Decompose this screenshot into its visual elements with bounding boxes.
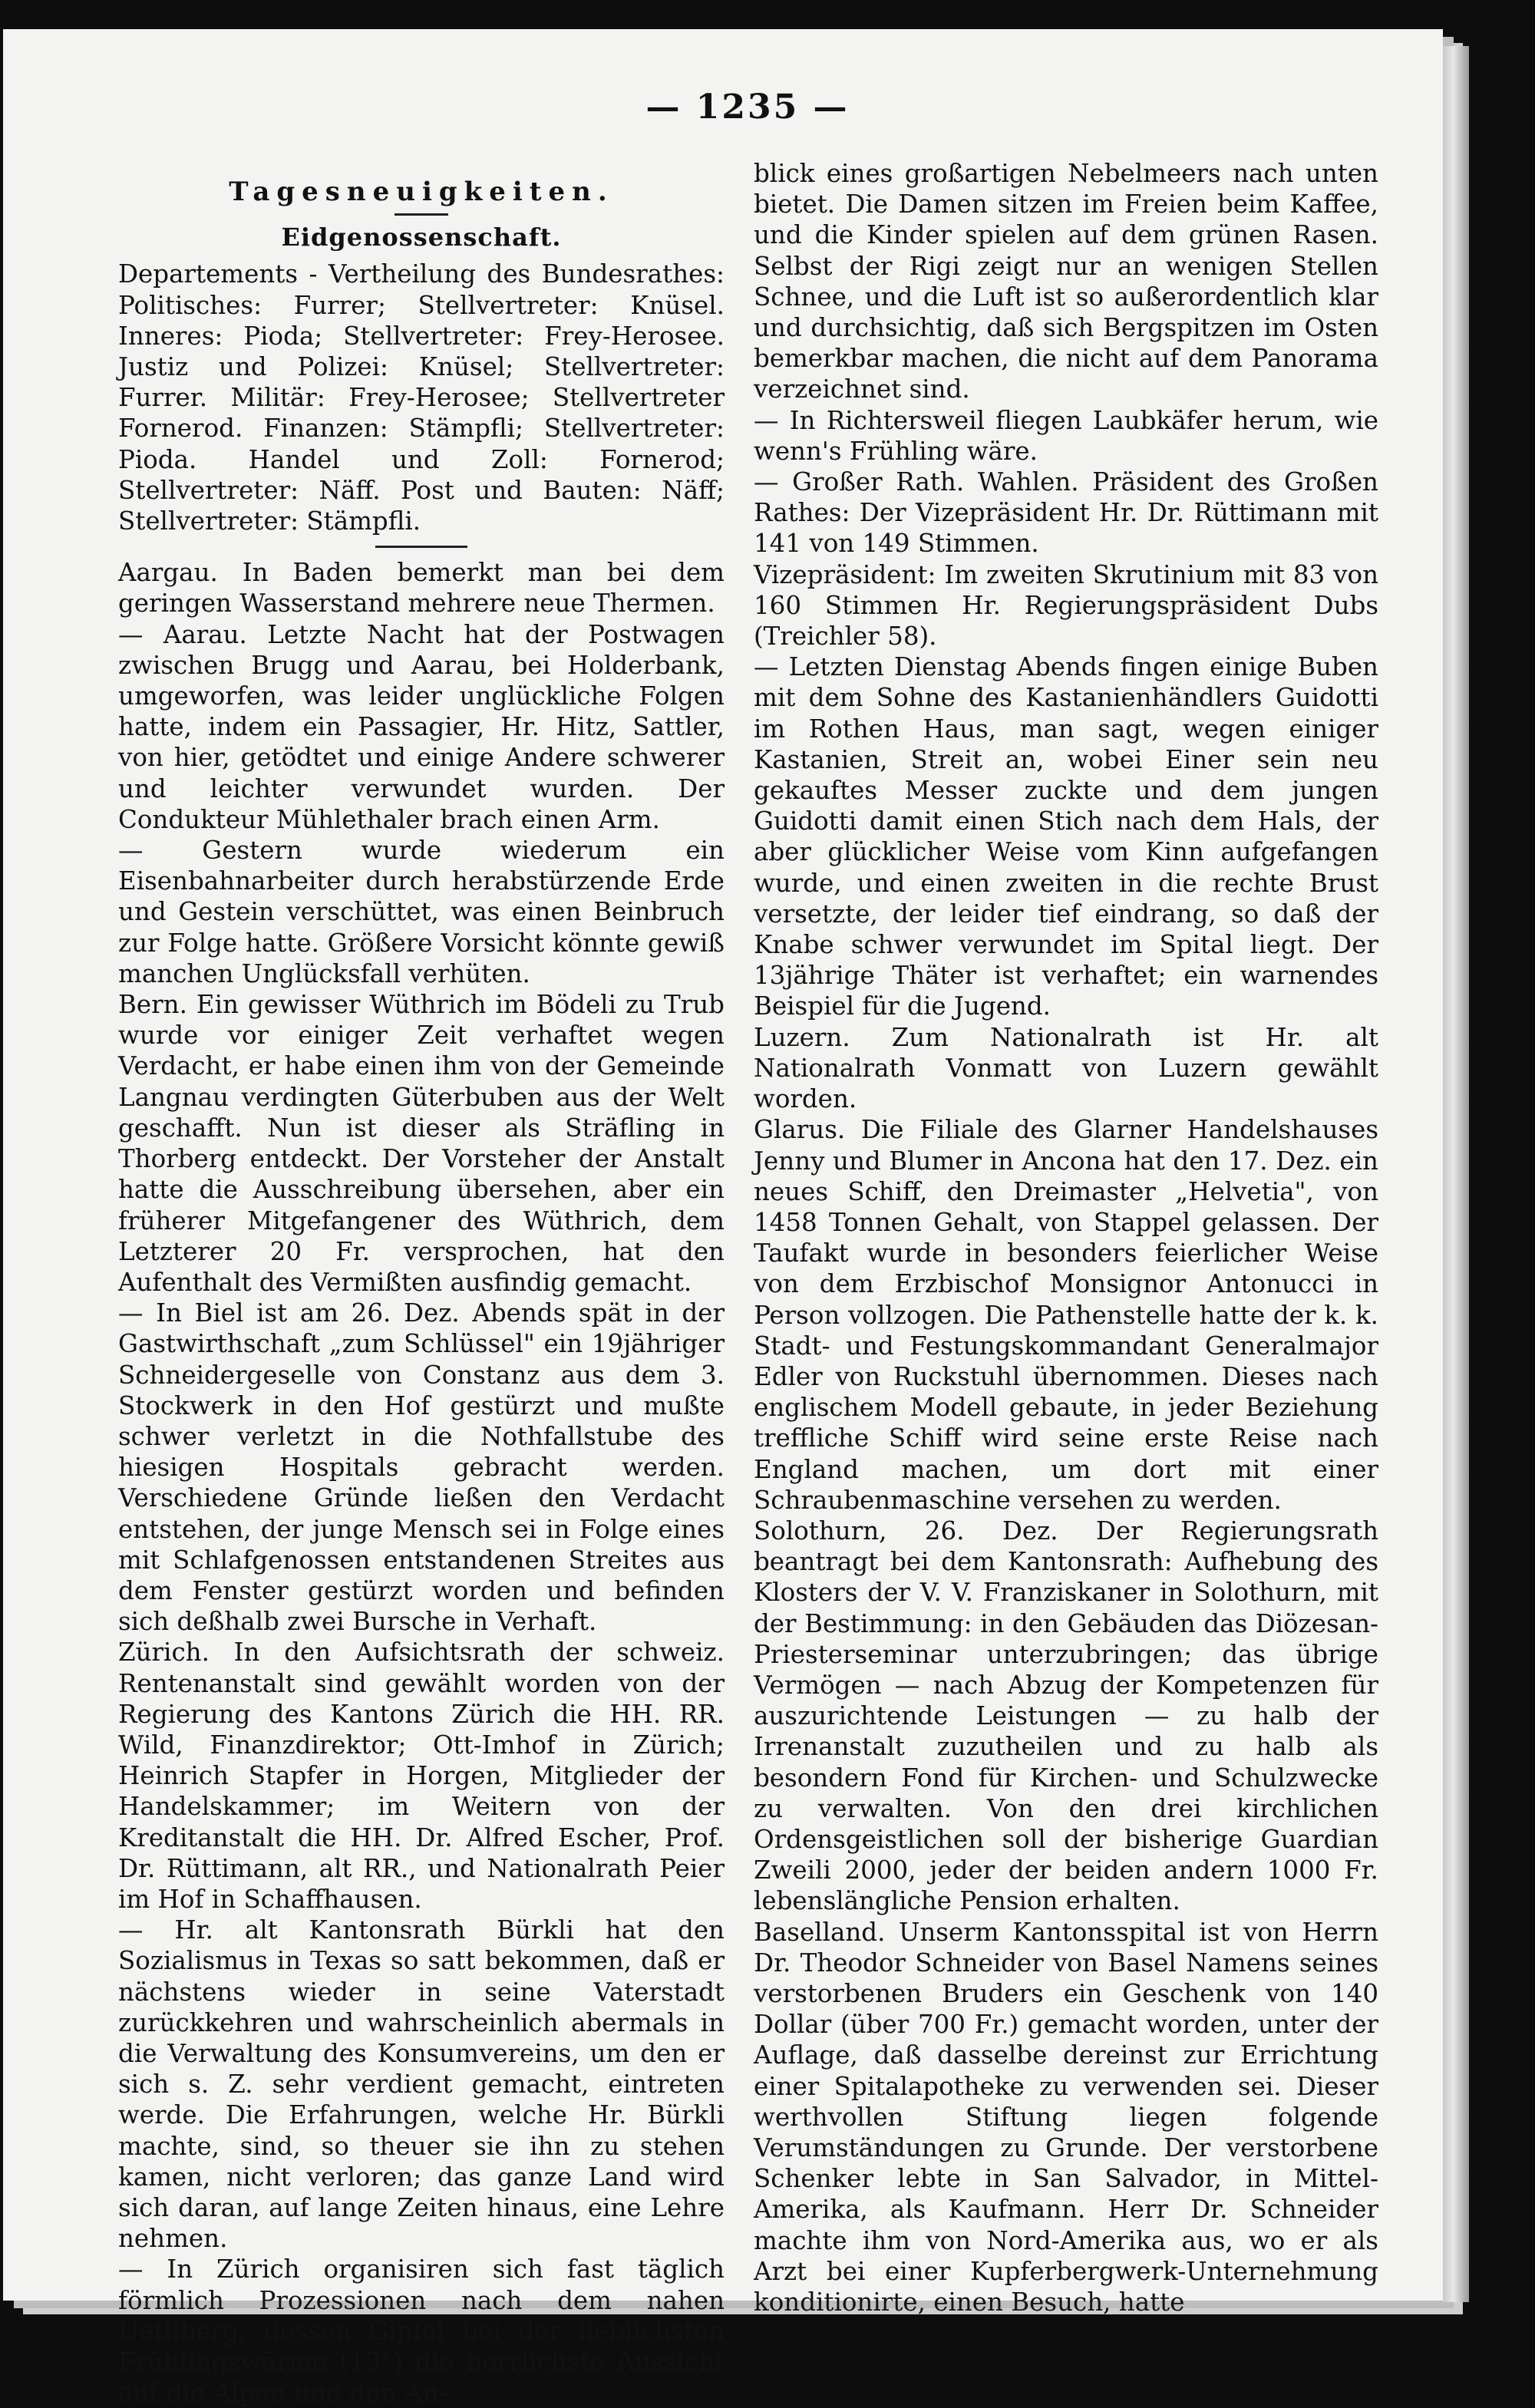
article-paragraph: blick eines großartigen Nebelmeers nach unten bietet. Die Damen sitzen im Freien beim Kaffee, und die Kinder spielen auf dem grünen Rasen. Selbst der Rigi zeigt nur an wenigen Stellen Schnee, und die Luft ist so außerordentlich klar und durchsichtig, daß sich Bergspitzen im Osten bemerkbar machen, die nicht auf dem Panorama verzeichnet sind. bbox=[754, 159, 1378, 404]
article-paragraph: Luzern. Zum Nationalrath ist Hr. alt Nationalrath Vonmatt von Luzern gewählt worden. bbox=[754, 1022, 1378, 1114]
right-column bbox=[754, 158, 1378, 2317]
newspaper-page bbox=[3, 29, 1443, 2408]
article-paragraph: — In Richtersweil fliegen Laubkäfer herum, wie wenn's Frühling wäre. bbox=[754, 405, 1378, 466]
article-paragraph: Departements - Vertheilung des Bundesrathes: Politisches: Furrer; Stellvertreter: Knüsel. Inneres: Pioda; Stellvertreter: Frey-Herosee. Justiz und Polizei: Knüsel; Stellvertreter: Furrer. Militär: Frey-Herosee; Stellvertreter Fornerod. Finanzen: Stämpfli; Stellvertreter: Pioda. Handel und Zoll: Fornerod; Stellvertreter: Näff. Post und Bauten: Näff; Stellvertreter: Stämpfli. bbox=[118, 259, 725, 536]
section-divider bbox=[375, 546, 467, 548]
article-paragraph: — Großer Rath. Wahlen. Präsident des Großen Rathes: Der Vizepräsident Hr. Dr. Rüttimann mit 141 von 149 Stimmen. bbox=[754, 467, 1378, 559]
article-paragraph: — In Biel ist am 26. Dez. Abends spät in der Gastwirthschaft „zum Schlüssel" ein 19jähriger Schneidergeselle von Constanz aus dem 3. Stockwerk in den Hof gestürzt und mußte schwer verletzt in die Nothfallstube des hiesigen Hospitals gebracht werden. Verschiedene Gründe ließen den Verdacht entstehen, der junge Mensch sei in Folge eines mit Schlafgenossen entstandenen Streites aus dem Fenster gestürzt worden und befinden sich deßhalb zwei Bursche in Verhaft. bbox=[118, 1298, 725, 1637]
subsection-title: Eidgenossenschaft. bbox=[281, 223, 562, 252]
title-divider bbox=[394, 213, 448, 216]
article-paragraph: — Hr. alt Kantonsrath Bürkli hat den Sozialismus in Texas so satt bekommen, daß er nächstens wieder in seine Vaterstadt zurückkehren und wahrscheinlich abermals in die Verwaltung des Konsumvereins, um den er sich s. Z. sehr verdient gemacht, eintreten werde. Die Erfahrungen, welche Hr. Bürkli machte, sind, so theuer sie ihn zu stehen kamen, nicht verloren; das ganze Land wird sich daran, auf lange Zeiten hinaus, eine Lehre nehmen. bbox=[118, 1915, 725, 2254]
article-paragraph: Solothurn, 26. Dez. Der Regierungsrath beantragt bei dem Kantonsrath: Aufhebung des Klosters der V. V. Franziskaner in Solothurn, mit der Bestimmung: in den Gebäuden das Diözesan-Priesterseminar unterzubringen; das übrige Vermögen — nach Abzug der Kompetenzen für auszurichtende Leistungen — zu halb der Irrenanstalt zuzutheilen und zu halb als besondern Fond für Kirchen- und Schulzwecke zu verwalten. Von den drei kirchlichen Ordensgeistlichen soll der bisherige Guardian Zweili 2000, jeder der beiden andern 1000 Fr. lebenslängliche Pension erhalten. bbox=[754, 1516, 1378, 1916]
article-paragraph: Vizepräsident: Im zweiten Skrutinium mit 83 von 160 Stimmen Hr. Regierungspräsident Dubs (Treichler 58). bbox=[754, 559, 1378, 651]
article-paragraph: Aargau. In Baden bemerkt man bei dem geringen Wasserstand mehrere neue Thermen. bbox=[118, 558, 725, 618]
article-paragraph: — In Zürich organisiren sich fast täglich förmlich Prozessionen nach dem nahen Uetliberg, dessen Gipfel bei der lieblichsten Frühlingswärme (13°) die herrlichste Aussicht auf die Alpen und den An- bbox=[118, 2255, 725, 2408]
page-edge bbox=[1443, 46, 1469, 2302]
section-title: Tagesneuigkeiten. bbox=[229, 176, 614, 207]
article-paragraph: — Gestern wurde wiederum ein Eisenbahnarbeiter durch herabstürzende Erde und Gestein verschüttet, was einen Beinbruch zur Folge hatte. Größere Vorsicht könnte gewiß manchen Unglücksfall verhüten. bbox=[118, 836, 725, 988]
article-paragraph: Glarus. Die Filiale des Glarner Handelshauses Jenny und Blumer in Ancona hat den 17. Dez. ein neues Schiff, den Dreimaster „Helvetia", von 1458 Tonnen Gehalt, von Stappel gelassen. Der Taufakt wurde in besonders feierlicher Weise von dem Erzbischof Monsignor Antonucci in Person vollzogen. Die Pathenstelle hatte der k. k. Stadt- und Festungskommandant Generalmajor Edler von Ruckstuhl übernommen. Dieses nach englischem Modell gebaute, in jeder Beziehung treffliche Schiff wird seine erste Reise nach England machen, um dort mit einer Schraubenmaschine versehen zu werden. bbox=[754, 1115, 1378, 1515]
article-paragraph: — Aarau. Letzte Nacht hat der Postwagen zwischen Brugg und Aarau, bei Holderbank, umgeworfen, was leider unglückliche Folgen hatte, indem ein Passagier, Hr. Hitz, Sattler, von hier, getödtet und einige Andere schwerer und leichter verwundet wurden. Der Condukteur Mühlethaler brach einen Arm. bbox=[118, 619, 725, 834]
left-column bbox=[118, 160, 725, 2408]
page-number: — 1235 — bbox=[645, 87, 850, 127]
article-paragraph: Zürich. In den Aufsichtsrath der schweiz. Rentenanstalt sind gewählt worden von der Regierung des Kantons Zürich die HH. RR. Wild, Finanzdirektor; Ott-Imhof in Zürich; Heinrich Stapfer in Horgen, Mitglieder der Handelskammer; im Weitern von der Kreditanstalt die HH. Dr. Alfred Escher, Prof. Dr. Rüttimann, alt RR., und Nationalrath Peier im Hof in Schaffhausen. bbox=[118, 1638, 725, 1914]
article-paragraph: — Letzten Dienstag Abends fingen einige Buben mit dem Sohne des Kastanienhändlers Guidotti im Rothen Haus, man sagt, wegen einiger Kastanien, Streit an, wobei Einer sein neu gekauftes Messer zuckte und dem jungen Guidotti damit einen Stich nach dem Hals, der aber glücklicher Weise vom Kinn aufgefangen wurde, und einen zweiten in die rechte Brust versetzte, der leider tief eindrang, so daß der Knabe schwer verwundet im Spital liegt. Der 13jährige Thäter ist verhaftet; ein warnendes Beispiel für die Jugend. bbox=[754, 652, 1378, 1021]
article-paragraph: Baselland. Unserm Kantonsspital ist von Herrn Dr. Theodor Schneider von Basel Namens seines verstorbenen Bruders ein Geschenk von 140 Dollar (über 700 Fr.) gemacht worden, unter der Auflage, daß dasselbe dereinst zur Errichtung einer Spitalapotheke zu verwenden sei. Dieser werthvollen Stiftung liegen folgende Verumständungen zu Grunde. Der verstorbene Schenker lebte in San Salvador, in Mittel-Amerika, als Kaufmann. Herr Dr. Schneider machte ihm von Nord-Amerika aus, wo er als Arzt bei einer Kupferbergwerk-Unternehmung konditionirte, einen Besuch, hatte bbox=[754, 1917, 1378, 2317]
article-paragraph: Bern. Ein gewisser Wüthrich im Bödeli zu Trub wurde vor einiger Zeit verhaftet wegen Verdacht, er habe einen ihm von der Gemeinde Langnau verdingten Güterbuben aus der Welt geschafft. Nun ist dieser als Sträfling in Thorberg entdeckt. Der Vorsteher der Anstalt hatte die Ausschreibung übersehen, aber ein früherer Mitgefangener des Wüthrich, dem Letzterer 20 Fr. versprochen, hat den Aufenthalt des Vermißten ausfindig gemacht. bbox=[118, 990, 725, 1297]
